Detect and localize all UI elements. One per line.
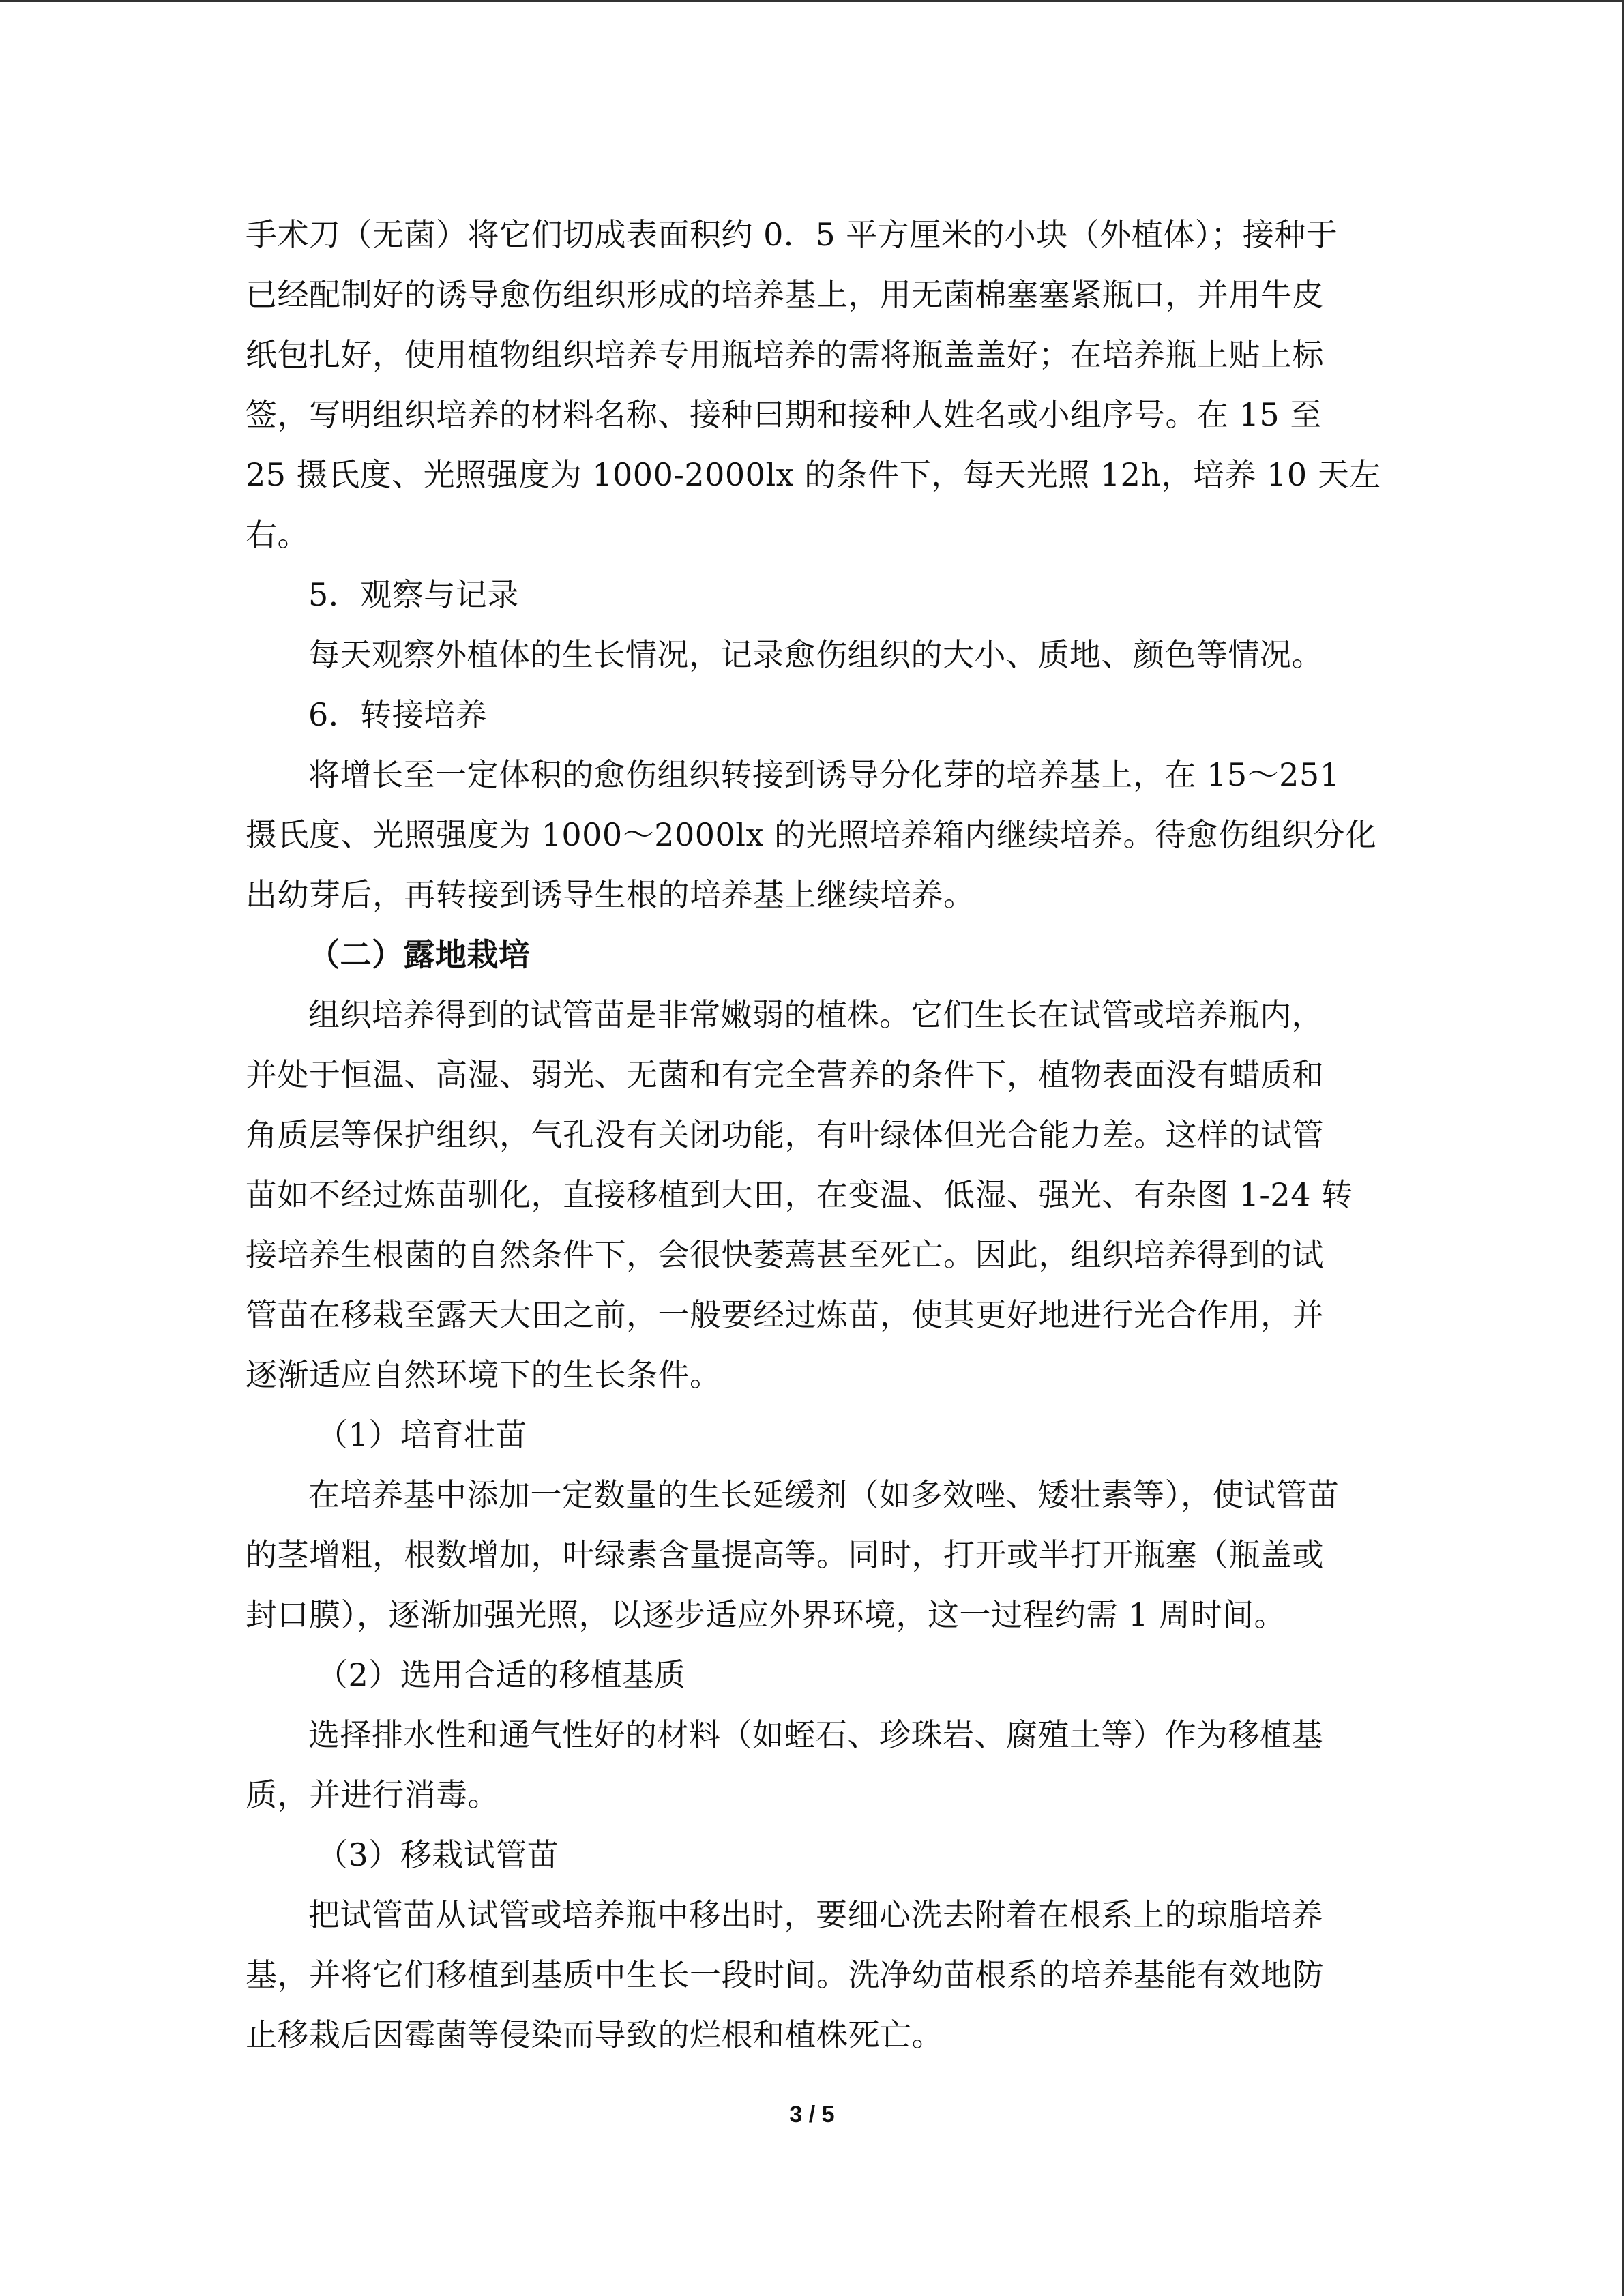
text-line: 手术刀（无菌）将它们切成表面积约 0．5 平方厘米的小块（外植体）；接种于 xyxy=(246,216,1338,253)
text-line: 右。 xyxy=(246,516,309,553)
text-line: 并处于恒温、高湿、弱光、无菌和有完全营养的条件下，植物表面没有蜡质和 xyxy=(246,1056,1324,1093)
text-line: 接培养生根菌的自然条件下，会很快萎蔫甚至死亡。因此，组织培养得到的试 xyxy=(246,1236,1324,1273)
page-border-top xyxy=(0,0,1624,2)
text-line: 基，并将它们移植到基质中生长一段时间。洗净幼苗根系的培养基能有效地防 xyxy=(246,1956,1324,1993)
text-line: 管苗在移栽至露天大田之前，一般要经过炼苗，使其更好地进行光合作用，并 xyxy=(246,1296,1324,1333)
text-line: 出幼芽后，再转接到诱导生根的培养基上继续培养。 xyxy=(246,876,975,913)
text-line: 质，并进行消毒。 xyxy=(246,1776,499,1813)
text-line: 25 摄氏度、光照强度为 1000-2000lx 的条件下，每天光照 12h，培养 10 天左 xyxy=(246,456,1381,493)
subheading-strong-seedlings: （1）培育壮苗 xyxy=(316,1416,527,1453)
section-heading-field-cultivation: （二）露地栽培 xyxy=(308,936,531,973)
text-line: 苗如不经过炼苗驯化，直接移植到大田，在变温、低湿、强光、有杂图 1-24 转 xyxy=(246,1176,1353,1213)
text-line: 止移栽后因霉菌等侵染而导致的烂根和植株死亡。 xyxy=(246,2016,943,2053)
section-heading-transfer: 6．转接培养 xyxy=(308,696,488,733)
text-line: 把试管苗从试管或培养瓶中移出时，要细心洗去附着在根系上的琼脂培养 xyxy=(308,1896,1323,1933)
text-line: 每天观察外植体的生长情况，记录愈伤组织的大小、质地、颜色等情况。 xyxy=(308,636,1323,673)
text-line: 选择排水性和通气性好的材料（如蛭石、珍珠岩、腐殖土等）作为移植基 xyxy=(308,1716,1323,1753)
text-line: 组织培养得到的试管苗是非常嫩弱的植株。它们生长在试管或培养瓶内， xyxy=(308,996,1323,1033)
text-line: 已经配制好的诱导愈伤组织形成的培养基上，用无菌棉塞塞紧瓶口，并用牛皮 xyxy=(246,276,1324,313)
subheading-transplant: （3）移栽试管苗 xyxy=(316,1836,559,1873)
text-line: 封口膜），逐渐加强光照，以逐步适应外界环境，这一过程约需 1 周时间。 xyxy=(246,1596,1286,1633)
subheading-substrate: （2）选用合适的移植基质 xyxy=(316,1656,686,1693)
text-line: 角质层等保护组织，气孔没有关闭功能，有叶绿体但光合能力差。这样的试管 xyxy=(246,1116,1324,1153)
text-line: 在培养基中添加一定数量的生长延缓剂（如多效唑、矮壮素等），使试管苗 xyxy=(308,1476,1340,1513)
section-heading-observe: 5．观察与记录 xyxy=(308,576,519,613)
text-line: 将增长至一定体积的愈伤组织转接到诱导分化芽的培养基上，在 15～251 xyxy=(308,756,1340,793)
text-line: 的茎增粗，根数增加，叶绿素含量提高等。同时，打开或半打开瓶塞（瓶盖或 xyxy=(246,1536,1324,1573)
text-line: 纸包扎好，使用植物组织培养专用瓶培养的需将瓶盖盖好；在培养瓶上贴上标 xyxy=(246,336,1324,373)
text-line: 逐渐适应自然环境下的生长条件。 xyxy=(246,1356,722,1393)
page-number: 3 / 5 xyxy=(789,2102,835,2128)
text-line: 摄氏度、光照强度为 1000～2000lx 的光照培养箱内继续培养。待愈伤组织分化 xyxy=(246,816,1377,853)
text-line: 签，写明组织培养的材料名称、接种曰期和接种人姓名或小组序号。在 15 至 xyxy=(246,396,1322,433)
